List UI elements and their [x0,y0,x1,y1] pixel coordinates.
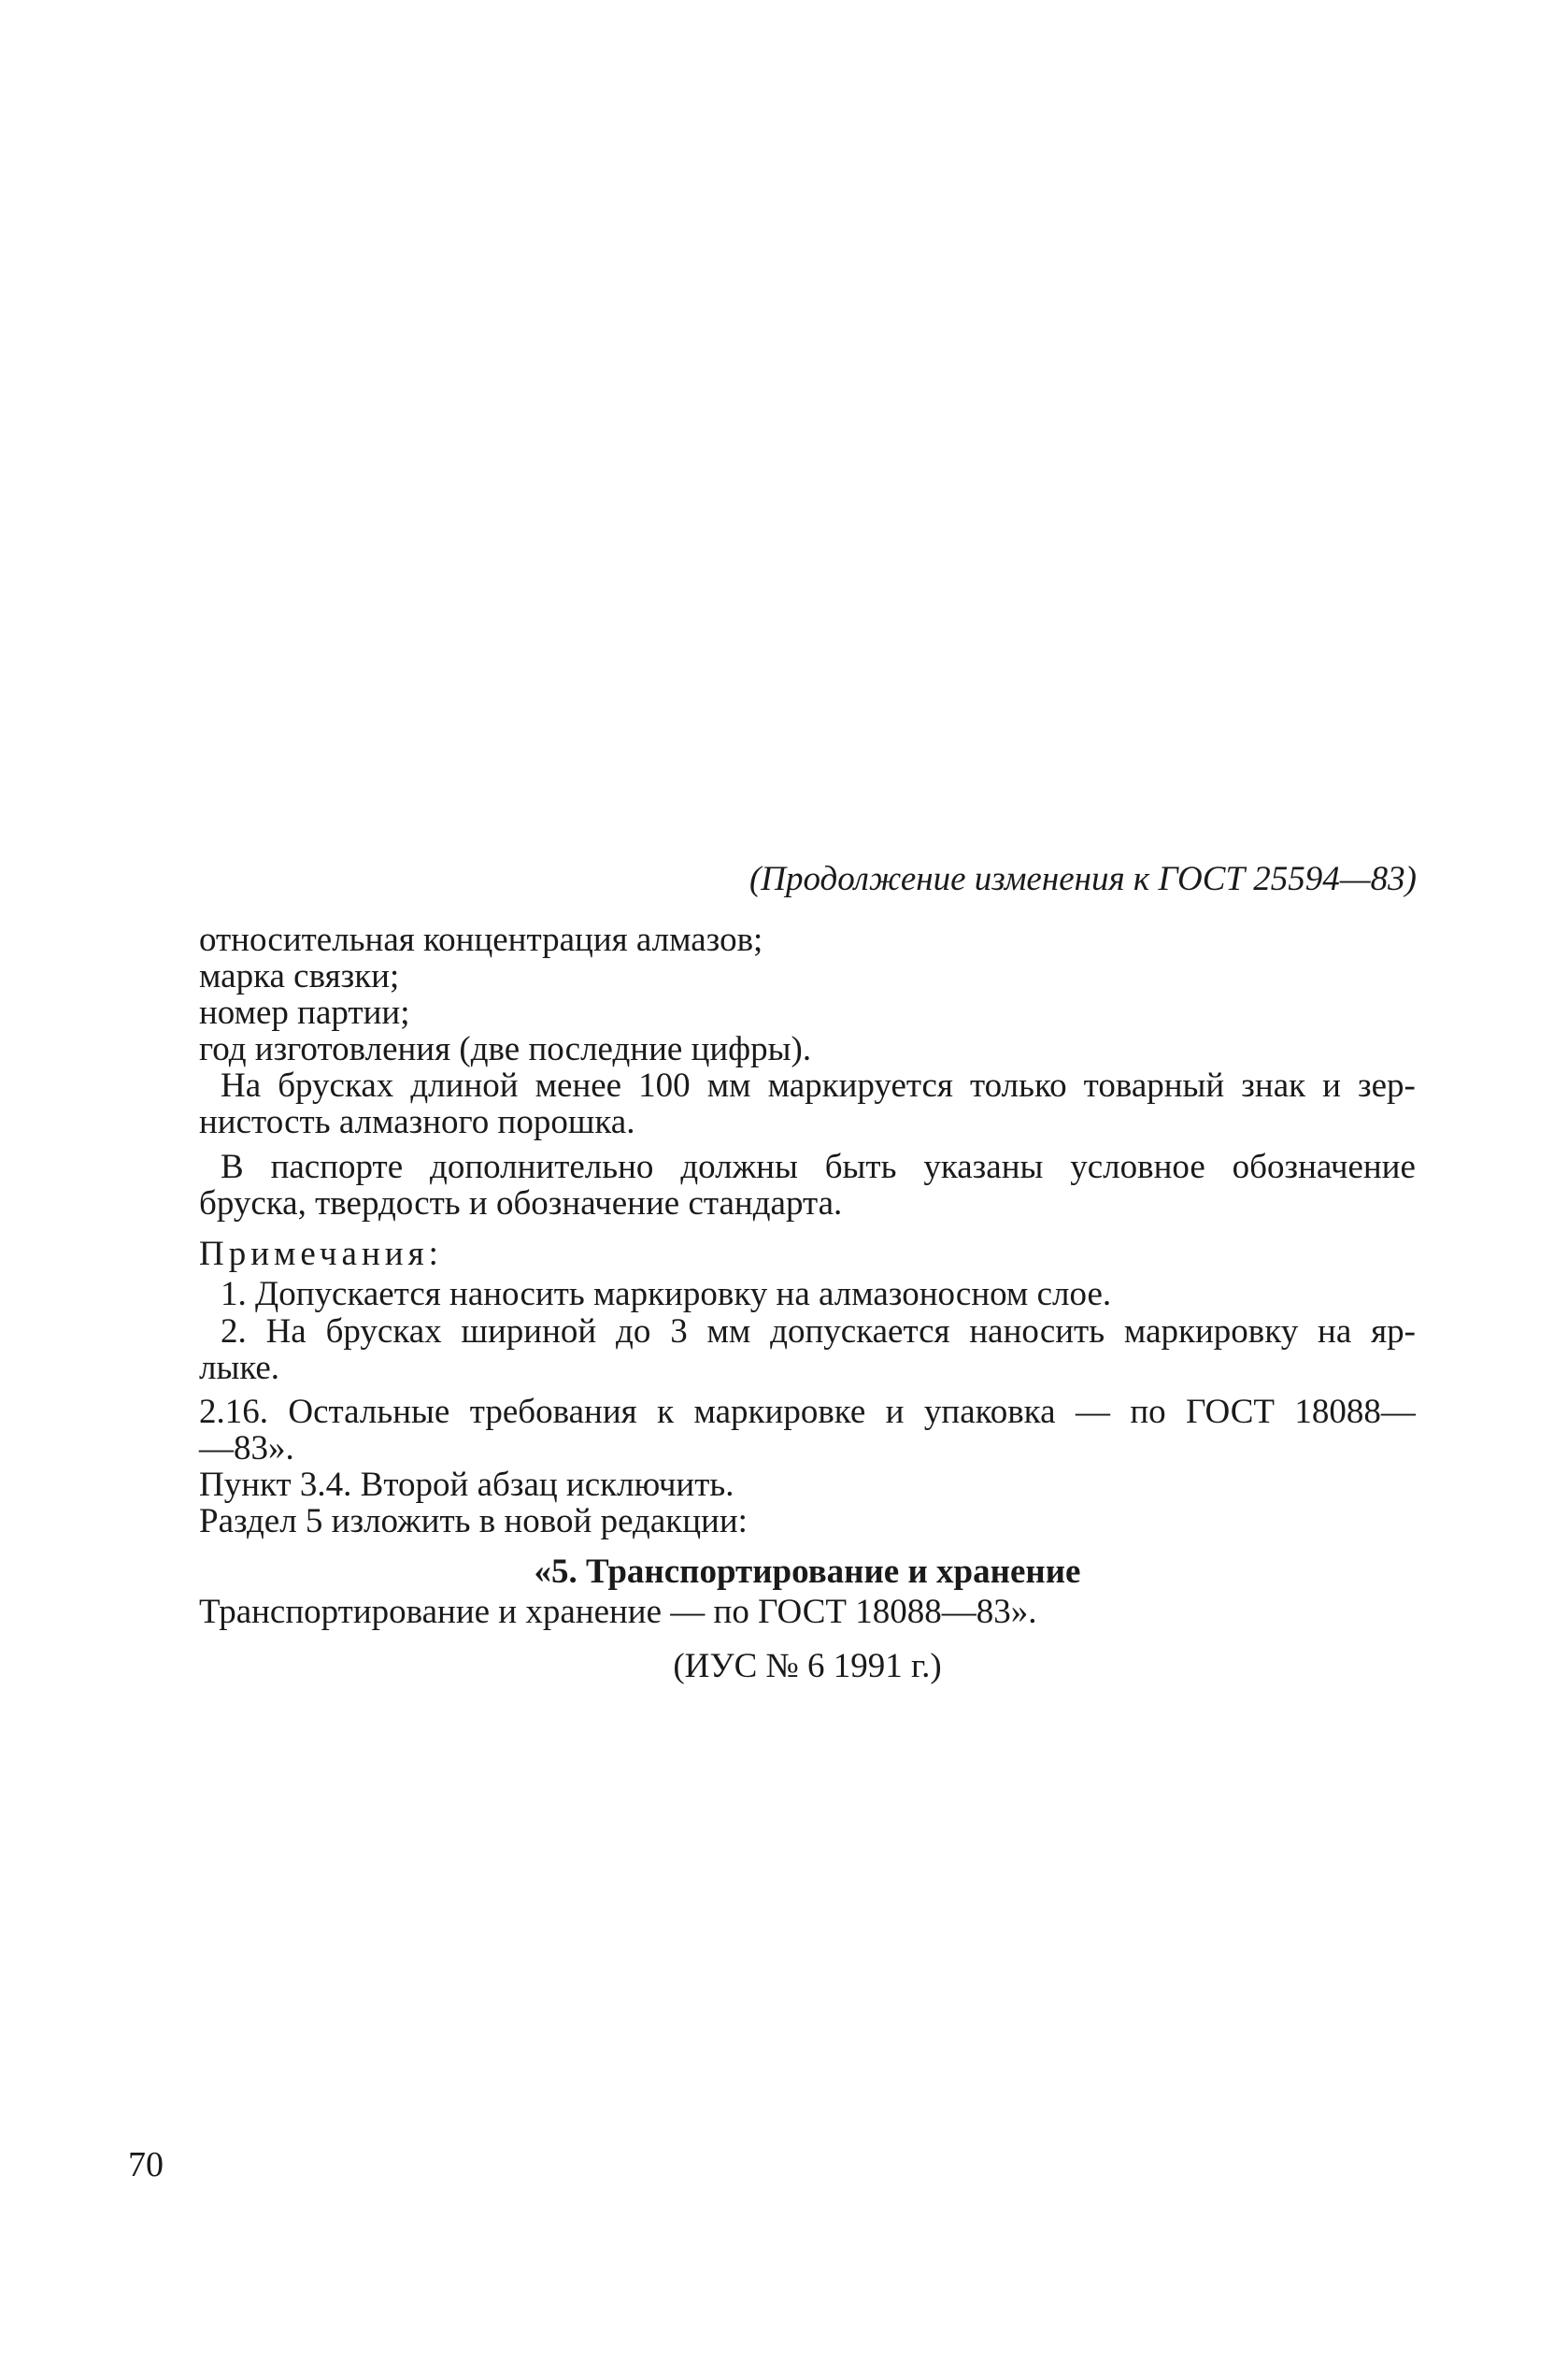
word: только [969,1066,1067,1105]
word: до [616,1312,651,1351]
word: обозначение [1232,1148,1416,1186]
word: указаны [923,1148,1044,1186]
word: брусках [278,1066,394,1105]
word: и [1322,1066,1341,1105]
clause-2-16-line2: —83». [199,1429,294,1467]
word: маркировке [693,1393,866,1431]
word: и [885,1393,905,1431]
word: дополнительно [430,1148,654,1186]
word: мм [706,1312,751,1351]
word: 18088— [1294,1393,1416,1431]
word: упаковка [923,1393,1056,1431]
word: маркируется [767,1066,953,1105]
paragraph-passport-line1 [199,1150,1416,1184]
word: зер- [1358,1066,1416,1105]
word: мм [706,1066,751,1105]
list-item-batch-number: номер партии; [199,994,410,1032]
word: — [1075,1393,1110,1431]
paragraph-passport-line2: бруска, твердость и обозначение стандарта. [199,1184,843,1223]
list-item-bond-grade: марка связки; [199,957,400,995]
notes-heading: Примечания: [199,1235,443,1273]
word: На [221,1066,262,1105]
word: 2. [221,1312,247,1351]
list-item-concentration: относительная концентрация алмазов; [199,921,763,959]
page-number: 70 [128,2145,164,2184]
word: шириной [461,1312,597,1351]
word: к [657,1393,675,1431]
word: В [221,1148,244,1186]
section-5-intro: Раздел 5 изложить в новой редакции: [199,1502,748,1540]
note-2-line1 [199,1314,1416,1349]
word: знак [1241,1066,1306,1105]
ius-reference: (ИУС № 6 1991 г.) [673,1647,942,1685]
word: должны [680,1148,798,1186]
word: 100 [638,1066,691,1105]
word: быть [824,1148,897,1186]
continuation-header: (Продолжение изменения к ГОСТ 25594—83) [748,860,1417,898]
word: длиной [410,1066,519,1105]
word: На [265,1312,306,1351]
section-5-title: «5. Транспортирование и хранение [534,1553,1081,1591]
word: допускается [770,1312,950,1351]
word: условное [1070,1148,1205,1186]
word: 2.16. [199,1393,268,1431]
word: на [1318,1312,1352,1351]
clause-2-16-line1 [199,1395,1416,1429]
word: по [1130,1393,1166,1431]
note-2-line2: лыке. [199,1349,280,1387]
word: наносить [969,1312,1105,1351]
word: товарный [1083,1066,1225,1105]
word: брусках [325,1312,442,1351]
note-1: 1. Допускается наносить маркировку на алмазоносном слое. [221,1275,1112,1313]
section-5-text: Транспортирование и хранение — по ГОСТ 18088—83». [199,1593,1037,1631]
word: Остальные [288,1393,450,1431]
word: маркировку [1123,1312,1299,1351]
paragraph-short-bars-line1 [199,1068,1416,1103]
word: требования [469,1393,637,1431]
paragraph-short-bars-line2: нистость алмазного порошка. [199,1103,635,1141]
word: менее [535,1066,622,1105]
word: ГОСТ [1186,1393,1275,1431]
list-item-manufacture-year: год изготовления (две последние цифры). [199,1030,812,1068]
word: 3 [670,1312,688,1351]
word: яр- [1371,1312,1416,1351]
item-3-4: Пункт 3.4. Второй абзац исключить. [199,1466,734,1504]
word: паспорте [270,1148,404,1186]
